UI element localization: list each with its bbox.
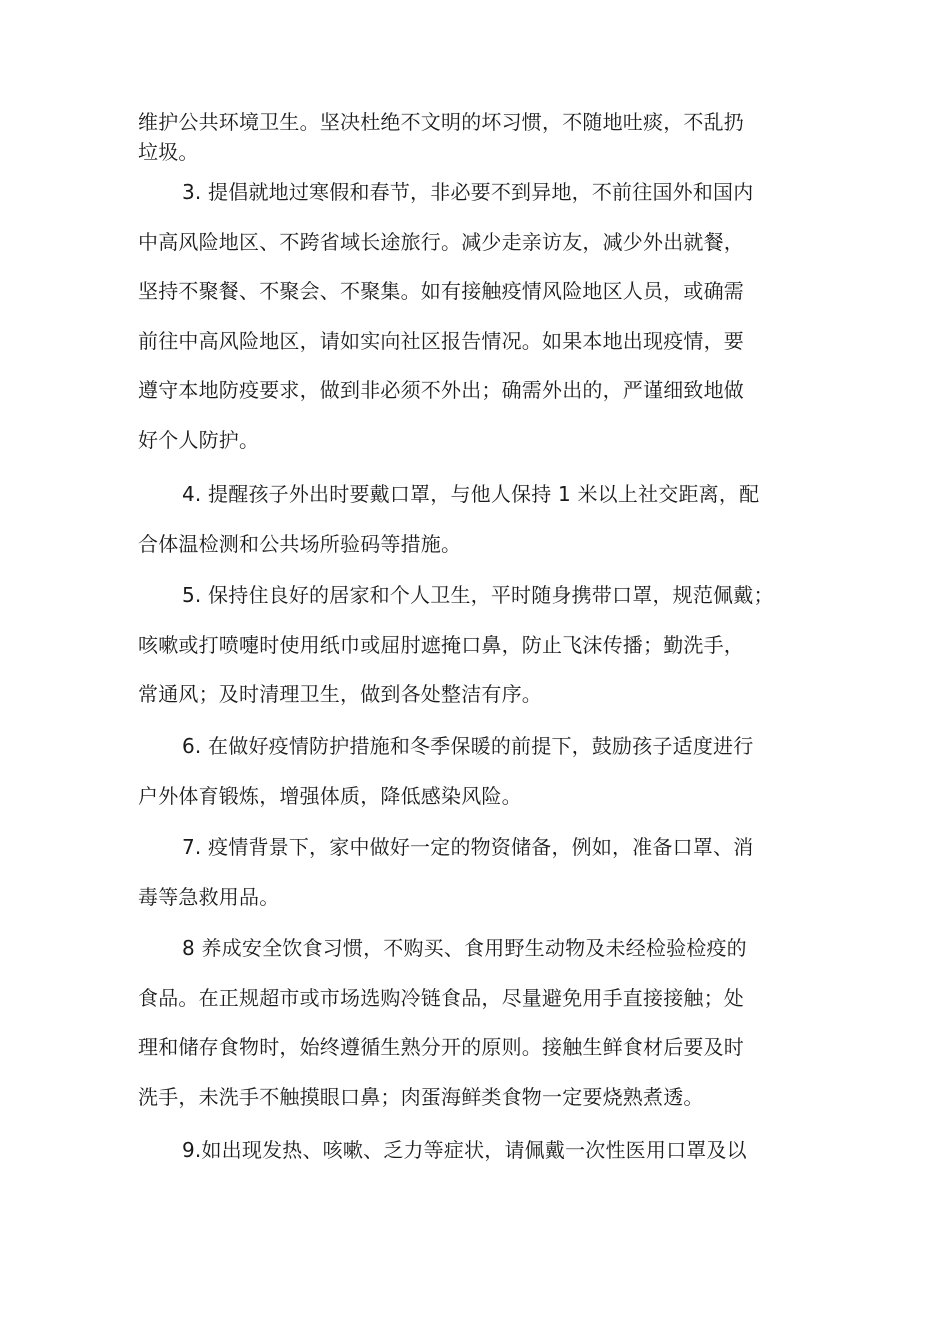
text-line: 维护公共环境卫生。坚决杜绝不文明的坏习惯，不随地吐痰，不乱扔 [138,110,744,134]
paragraph-item-3 [138,168,828,465]
text-line: 前往中高风险地区，请如实向社区报告情况。如果本地出现疫情，要 [138,328,744,353]
paragraph-item-4 [138,470,828,569]
text-line: 理和储存食物时，始终遵循生熟分开的原则。接触生鲜食材后要及时 [138,1035,744,1059]
text-line: 食品。在正规超市或市场选购冷链食品，尽量避免用手直接接触；处 [138,985,744,1010]
text-line: 8 养成安全饮食习惯，不购买、食用野生动物及未经检验检疫的 [182,936,747,960]
text-line: 坚持不聚餐、不聚会、不聚集。如有接触疫情风险地区人员，或确需 [138,279,744,303]
text-line: 3. 提倡就地过寒假和春节，非必要不到异地，不前往国外和国内 [182,180,754,204]
text-line: 4. 提醒孩子外出时要戴口罩，与他人保持 1 米以上社交距离，配 [182,482,760,506]
paragraph-intro [138,107,828,167]
text-line: 洗手，未洗手不触摸眼口鼻；肉蛋海鲜类食物一定要烧熟煮透。 [138,1084,704,1109]
paragraph-item-8 [138,924,828,1122]
paragraph-item-7 [138,823,828,922]
text-line: 垃圾。 [138,140,199,164]
text-line: 毒等急救用品。 [138,884,280,909]
text-line: 中高风险地区、不跨省域长途旅行。减少走亲访友，减少外出就餐， [138,229,744,254]
text-line: 好个人防护。 [138,427,260,452]
paragraph-item-5 [138,571,828,720]
text-line: 5. 保持住良好的居家和个人卫生，平时随身携带口罩，规范佩戴； [182,583,774,607]
text-line: 7. 疫情背景下，家中做好一定的物资储备，例如，准备口罩、消 [182,835,754,859]
paragraph-item-6 [138,722,828,821]
text-line: 遵守本地防疫要求，做到非必须不外出；确需外出的，严谨细致地做 [138,378,744,402]
text-line: 户外体育锻炼，增强体质，降低感染风险。 [138,783,522,808]
text-line: 9.如出现发热、咳嗽、乏力等症状，请佩戴一次性医用口罩及以 [182,1138,747,1162]
text-line: 咳嗽或打喷嚏时使用纸巾或屈肘遮掩口鼻，防止飞沫传播；勤洗手， [138,632,744,657]
paragraph-item-9 [138,1126,828,1176]
text-line: 常通风；及时清理卫生，做到各处整洁有序。 [138,682,542,706]
text-line: 6. 在做好疫情防护措施和冬季保暖的前提下，鼓励孩子适度进行 [182,734,754,758]
text-line: 合体温检测和公共场所验码等措施。 [138,531,462,556]
